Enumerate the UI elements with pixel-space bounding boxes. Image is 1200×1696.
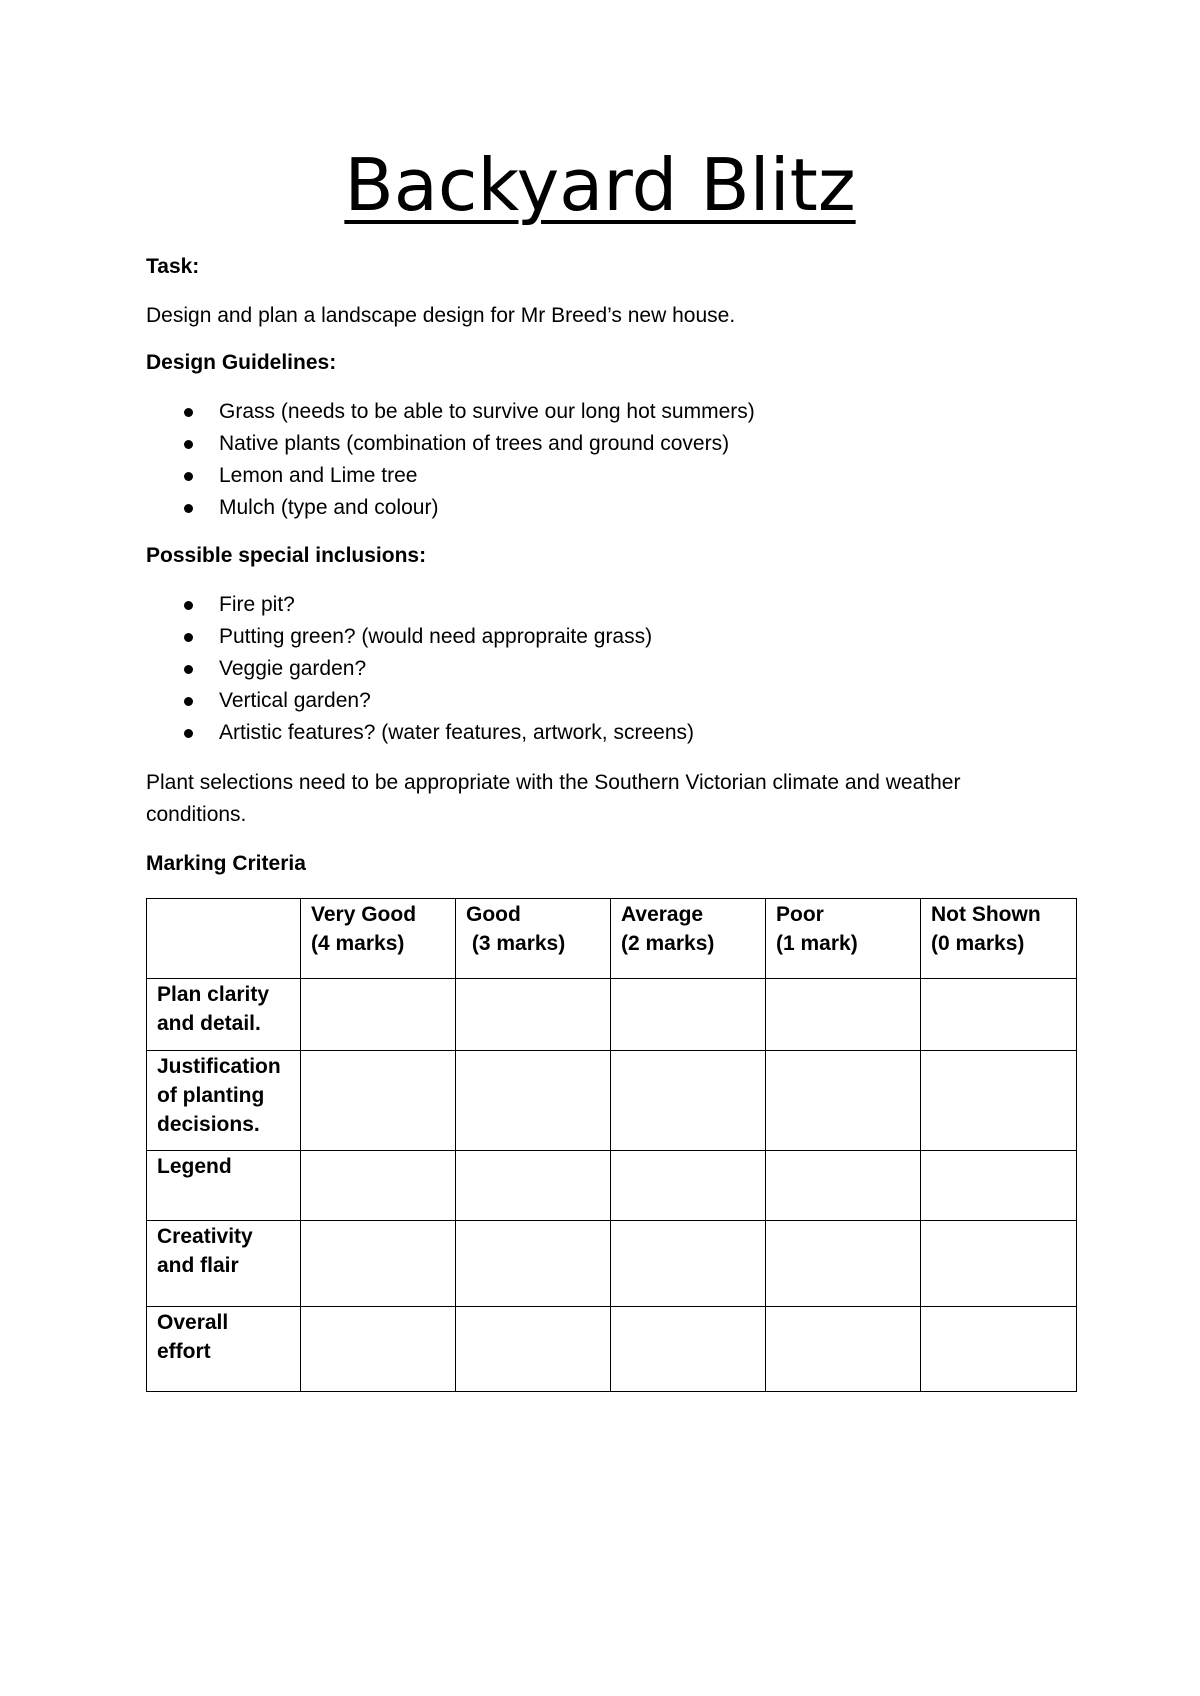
table-cell <box>456 1221 611 1307</box>
list-item: Mulch (type and colour) <box>146 495 755 527</box>
table-row <box>147 1051 1077 1151</box>
table-cell <box>766 1221 921 1307</box>
list-item: Artistic features? (water features, artwork, screens) <box>146 720 694 752</box>
row-label: Justification of planting decisions. <box>147 1051 301 1151</box>
list-item: Native plants (combination of trees and ground covers) <box>146 431 755 463</box>
table-cell <box>611 1051 766 1151</box>
table-row <box>147 979 1077 1051</box>
table-row <box>147 1307 1077 1392</box>
table-cell <box>766 1151 921 1221</box>
table-cell <box>921 1051 1077 1151</box>
header-poor: Poor (1 mark) <box>766 899 921 979</box>
guidelines-heading: Design Guidelines: <box>146 351 337 374</box>
table-cell <box>301 1151 456 1221</box>
marking-criteria-table <box>146 898 1077 1392</box>
table-row <box>147 1221 1077 1307</box>
list-item: Veggie garden? <box>146 656 694 688</box>
table-cell <box>921 1151 1077 1221</box>
guidelines-list <box>146 399 755 527</box>
row-label: Legend <box>147 1151 301 1221</box>
task-heading: Task: <box>146 255 200 278</box>
header-not-shown: Not Shown (0 marks) <box>921 899 1077 979</box>
title-text: Backyard Blitz <box>344 143 856 227</box>
header-empty-cell <box>147 899 301 979</box>
table-cell <box>766 1051 921 1151</box>
table-cell <box>921 1221 1077 1307</box>
table-cell <box>921 1307 1077 1392</box>
marking-heading: Marking Criteria <box>146 852 306 875</box>
page-title <box>0 140 1200 230</box>
header-average: Average (2 marks) <box>611 899 766 979</box>
header-good: Good (3 marks) <box>456 899 611 979</box>
table-cell <box>766 1307 921 1392</box>
table-cell <box>301 1221 456 1307</box>
table-cell <box>456 1307 611 1392</box>
list-item: Vertical garden? <box>146 688 694 720</box>
table-cell <box>301 1051 456 1151</box>
table-cell <box>611 1307 766 1392</box>
table-cell <box>766 979 921 1051</box>
table-cell <box>611 979 766 1051</box>
table-cell <box>456 1051 611 1151</box>
inclusions-heading: Possible special inclusions: <box>146 544 427 567</box>
table-row <box>147 1151 1077 1221</box>
table-cell <box>456 979 611 1051</box>
list-item: Lemon and Lime tree <box>146 463 755 495</box>
table-cell <box>301 1307 456 1392</box>
table-cell <box>611 1221 766 1307</box>
list-item: Grass (needs to be able to survive our long hot summers) <box>146 399 755 431</box>
task-text: Design and plan a landscape design for Mr Breed’s new house. <box>146 304 736 327</box>
row-label: Overall effort <box>147 1307 301 1392</box>
list-item: Putting green? (would need appropraite grass) <box>146 624 694 656</box>
row-label: Plan clarity and detail. <box>147 979 301 1051</box>
climate-note: Plant selections need to be appropriate with the Southern Victorian climate and weather conditions. <box>146 771 961 826</box>
table-cell <box>921 979 1077 1051</box>
row-label: Creativity and flair <box>147 1221 301 1307</box>
list-item: Fire pit? <box>146 592 694 624</box>
table-header-row <box>147 899 1077 979</box>
table-cell <box>456 1151 611 1221</box>
table-cell <box>301 979 456 1051</box>
table-cell <box>611 1151 766 1221</box>
header-very-good: Very Good (4 marks) <box>301 899 456 979</box>
inclusions-list <box>146 592 694 752</box>
